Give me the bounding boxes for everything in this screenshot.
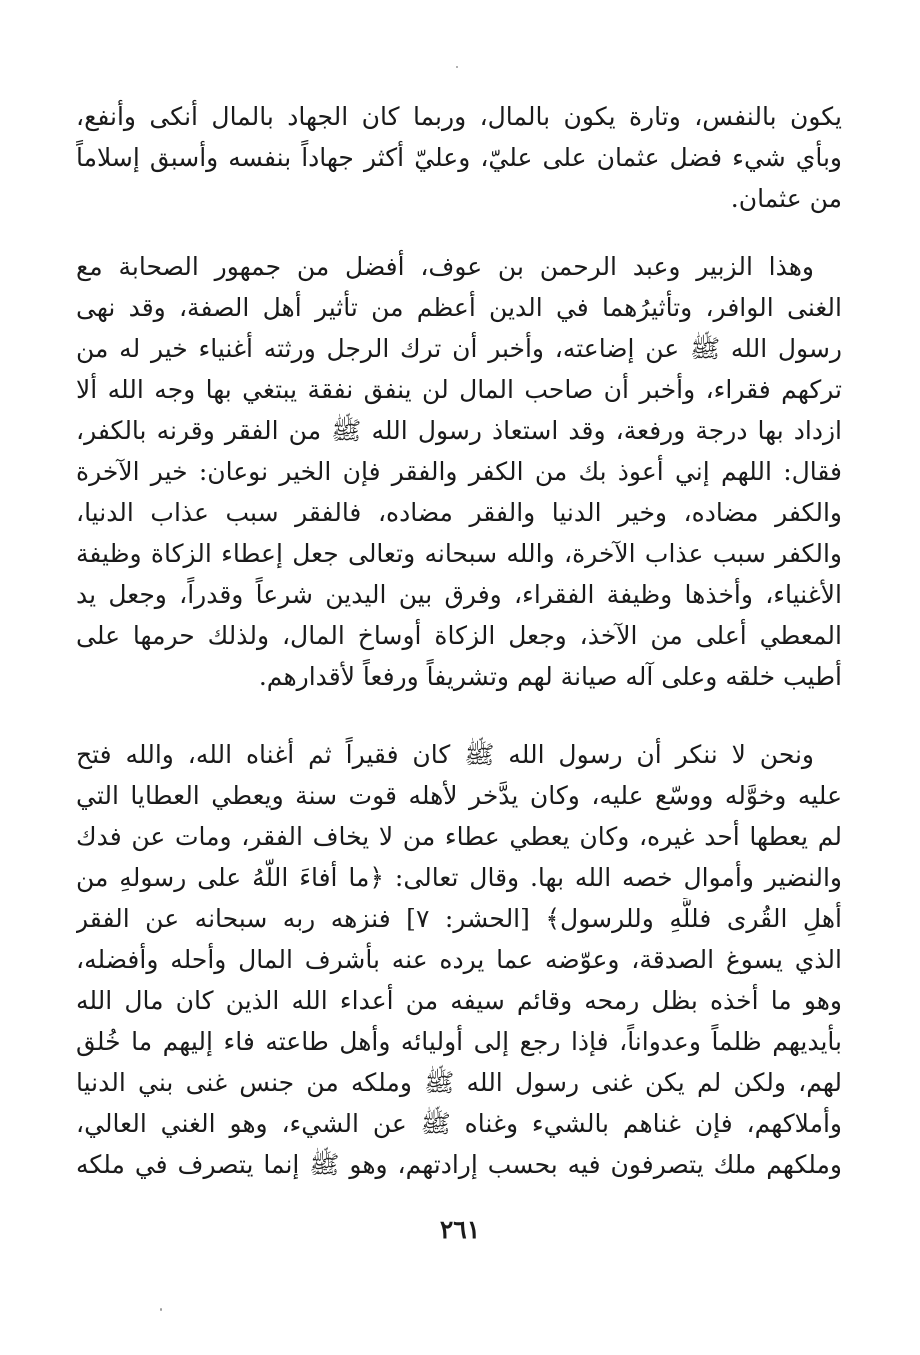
text-line: يكون بالنفس، وتارة يكون بالمال، وربما كان الجهاد بالمال أنكى وأنفع،: [76, 102, 842, 131]
paragraph-1: [76, 96, 842, 219]
text-line: الذي يسوغ الصدقة، وعوّضه عما يرده عنه بأشرف المال وأحله وأفضله،: [76, 945, 842, 974]
text-line: الأغنياء، وأخذها وظيفة الفقراء، وفرق بين اليدين شرعاً وقدراً، وجعل يد: [76, 580, 842, 609]
text-line: لهم، ولكن لم يكن غنى رسول الله ﷺ وملكه من جنس غنى بني الدنيا: [76, 1068, 842, 1097]
paragraph-2: [76, 246, 842, 697]
text-line: من عثمان.: [730, 184, 842, 213]
scan-speck: [160, 1308, 162, 1311]
text-line: والنضير وأموال خصه الله بها. وقال تعالى: ﴿ما أفاءَ اللّهُ على رسولهِ من: [76, 863, 842, 892]
text-line: وأملاكهم، فإن غناهم بالشيء وغناه ﷺ عن الشيء، وهو الغني العالي،: [76, 1109, 842, 1138]
text-line: الغنى الوافر، وتأثيرُهما في الدين أعظم من تأثير أهل الصفة، وقد نهى: [76, 293, 842, 322]
text-line: وهو ما أخذه بظل رمحه وقائم سيفه من أعداء الله الذين كان مال الله: [76, 986, 842, 1015]
text-line: لم يعطها أحد غيره، وكان يعطي عطاء من لا يخاف الفقر، ومات عن فدك: [76, 822, 842, 851]
text-line: أطيب خلقه وعلى آله صيانة لهم وتشريفاً ورفعاً لأقدارهم.: [258, 662, 842, 691]
text-line: ونحن لا ننكر أن رسول الله ﷺ كان فقيراً ثم أغناه الله، والله فتح: [76, 740, 814, 769]
text-line: والكفر مضاده، وخير الدنيا والفقر مضاده، فالفقر سبب عذاب الدنيا،: [76, 498, 842, 527]
text-line: بأيديهم ظلماً وعدواناً، فإذا رجع إلى أوليائه وأهل طاعته فاء إليهم ما خُلق: [76, 1027, 842, 1056]
text-line: المعطي أعلى من الآخذ، وجعل الزكاة أوساخ المال، ولذلك حرمها على: [76, 621, 842, 650]
text-line: فقال: اللهم إني أعوذ بك من الكفر والفقر فإن الخير نوعان: خير الآخرة: [76, 457, 842, 486]
text-line: ازداد بها درجة ورفعة، وقد استعاذ رسول الله ﷺ من الفقر وقرنه بالكفر،: [76, 416, 842, 445]
text-line: عليه وخوَّله ووسّع عليه، وكان يدَّخر لأهله قوت سنة ويعطي العطايا التي: [76, 781, 842, 810]
text-line: وهذا الزبير وعبد الرحمن بن عوف، أفضل من جمهور الصحابة مع: [76, 252, 814, 281]
text-line: رسول الله ﷺ عن إضاعته، وأخبر أن ترك الرجل ورثته أغنياء خير له من: [76, 334, 842, 363]
paragraph-3: [76, 734, 842, 1185]
text-line: والكفر سبب عذاب الآخرة، والله سبحانه وتعالى جعل إعطاء الزكاة وظيفة: [76, 539, 842, 568]
text-line: أهلِ القُرى فللَّهِ وللرسول﴾ [الحشر: ٧] فنزهه ربه سبحانه عن الفقر: [76, 904, 842, 933]
text-line: تركهم فقراء، وأخبر أن صاحب المال لن ينفق نفقة يبتغي بها وجه الله ألا: [76, 375, 842, 404]
text-line: وبأي شيء فضل عثمان على عليّ، وعليّ أكثر جهاداً بنفسه وأسبق إسلاماً: [76, 143, 842, 172]
page-number: ٢٦١: [439, 1215, 481, 1244]
scan-speck: [456, 66, 458, 68]
text-line: وملكهم ملك يتصرفون فيه بحسب إرادتهم، وهو ﷺ إنما يتصرف في ملكه: [76, 1150, 842, 1179]
